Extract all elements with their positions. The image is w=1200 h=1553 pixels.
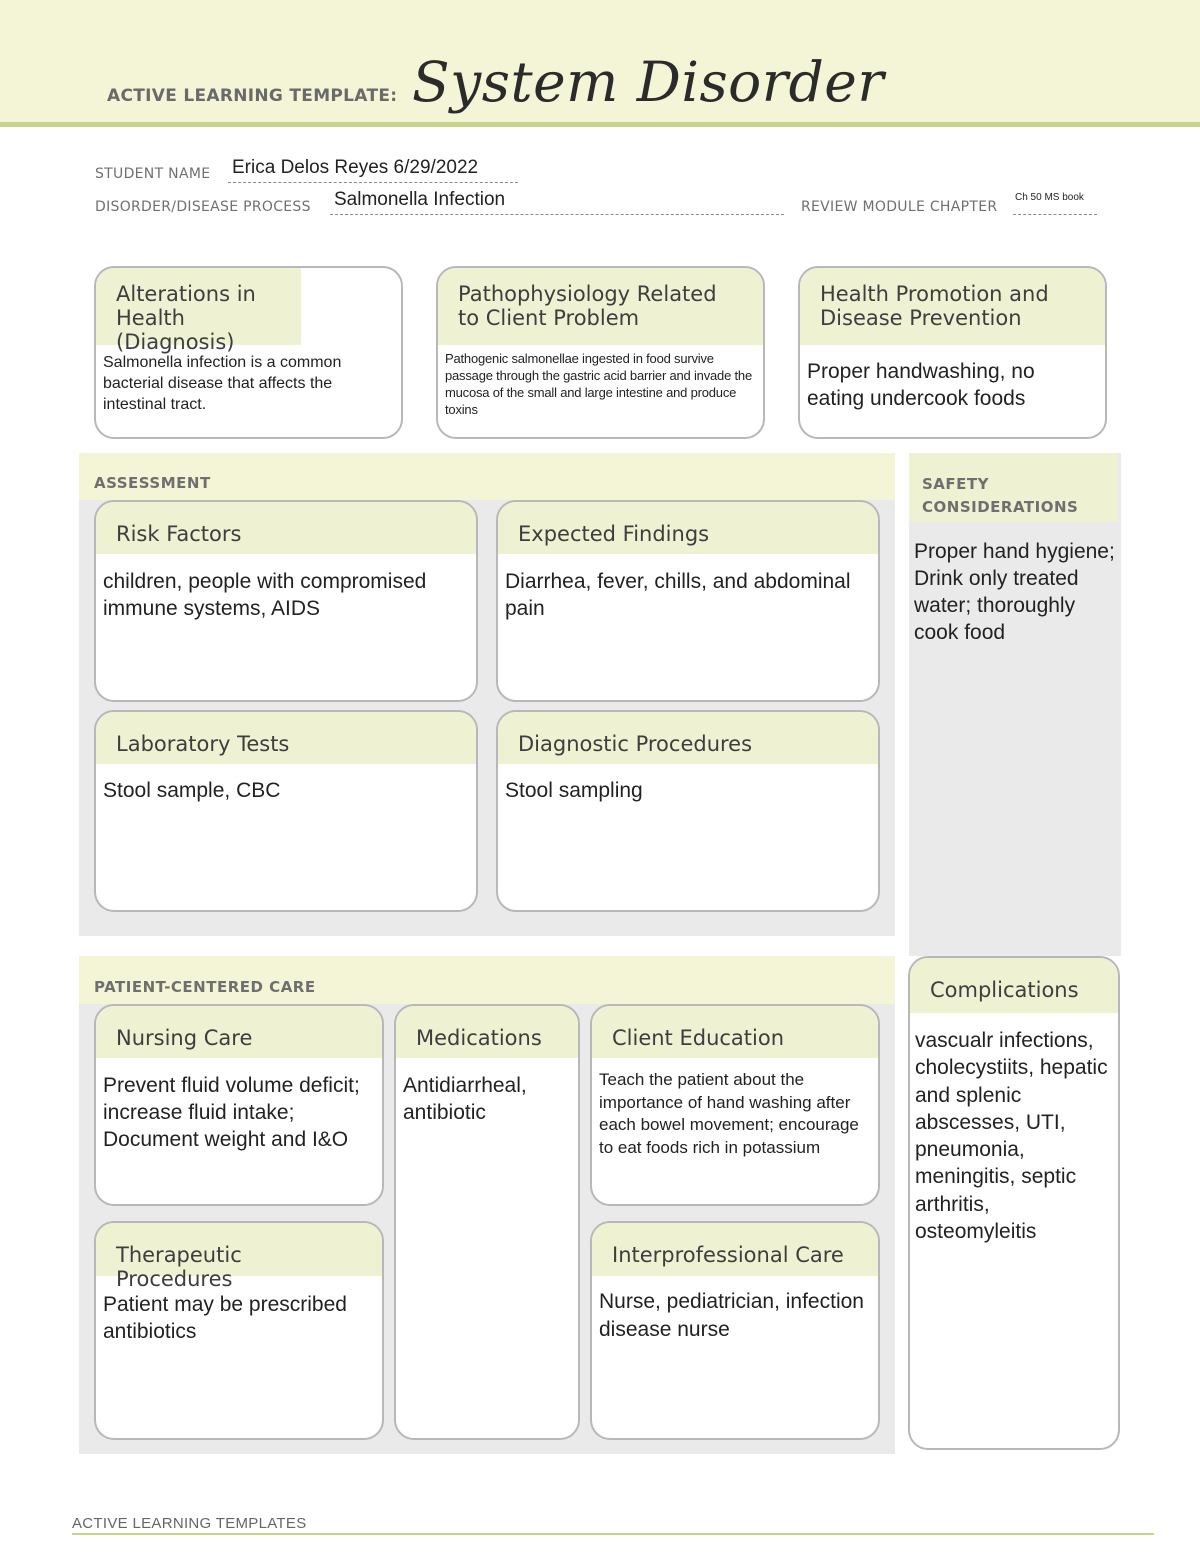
nursing-care-box <box>94 1004 384 1206</box>
header-rule <box>0 122 1200 127</box>
interprofessional-care-box <box>590 1221 880 1440</box>
review-module-line <box>1013 212 1097 215</box>
complications-body[interactable]: vascualr infections, cholecystiits, hepatic and splenic abscesses, UTI, pneumonia, meningitis, septic arthritis, osteomyleitis <box>915 1029 1108 1244</box>
risk-factors-body[interactable]: children, people with compromised immune systems, AIDS <box>103 570 427 620</box>
safety-panel <box>909 453 1121 956</box>
template-label: ACTIVE LEARNING TEMPLATE: <box>107 86 398 106</box>
alterations-title: Alterations in Health (Diagnosis) <box>96 268 301 345</box>
medications-title: Medications <box>396 1006 578 1058</box>
nursing-care-title: Nursing Care <box>96 1006 382 1058</box>
nursing-care-body[interactable]: Prevent fluid volume deficit; increase fluid intake; Document weight and I&O <box>103 1074 360 1151</box>
health-promotion-box <box>798 266 1107 439</box>
medications-body[interactable]: Antidiarrheal, antibiotic <box>403 1074 527 1124</box>
student-name-field[interactable]: Erica Delos Reyes 6/29/2022 <box>232 157 479 178</box>
risk-factors-box <box>94 500 478 702</box>
disorder-line <box>330 212 784 215</box>
pathophysiology-title: Pathophysiology Related to Client Problem <box>438 268 763 345</box>
risk-factors-title: Risk Factors <box>96 502 476 554</box>
footer-label: ACTIVE LEARNING TEMPLATES <box>72 1515 307 1532</box>
safety-label: SAFETY CONSIDERATIONS <box>922 475 1079 516</box>
therapeutic-procedures-box <box>94 1221 384 1440</box>
interprofessional-care-body[interactable]: Nurse, pediatrician, infection disease nurse <box>599 1290 864 1341</box>
pathophysiology-body[interactable]: Pathogenic salmonellae ingested in food survive passage through the gastric acid barrier and invade the mucosa of the small and large intestine and produce toxins <box>445 351 752 417</box>
disorder-label: DISORDER/DISEASE PROCESS <box>95 199 311 215</box>
disorder-field[interactable]: Salmonella Infection <box>334 189 506 210</box>
complications-title: Complications <box>910 958 1118 1013</box>
medications-box <box>394 1004 580 1440</box>
diagnostic-procedures-box <box>496 710 880 912</box>
review-module-label: REVIEW MODULE CHAPTER <box>801 199 998 215</box>
therapeutic-procedures-body[interactable]: Patient may be prescribed antibiotics <box>103 1293 347 1343</box>
footer-rule <box>72 1533 1154 1535</box>
laboratory-tests-box <box>94 710 478 912</box>
patient-care-label: PATIENT-CENTERED CARE <box>94 978 316 996</box>
diagnostic-procedures-title: Diagnostic Procedures <box>498 712 878 764</box>
pathophysiology-box <box>436 266 765 439</box>
laboratory-tests-body[interactable]: Stool sample, CBC <box>103 779 281 802</box>
assessment-label: ASSESSMENT <box>94 474 211 492</box>
expected-findings-box <box>496 500 880 702</box>
alterations-body[interactable]: Salmonella infection is a common bacterial disease that affects the intestinal tract. <box>103 354 342 413</box>
template-title: System Disorder <box>412 50 885 114</box>
student-name-label: STUDENT NAME <box>95 166 211 182</box>
therapeutic-procedures-title: Therapeutic Procedures <box>96 1223 382 1276</box>
client-education-body[interactable]: Teach the patient about the importance of hand washing after each bowel movement; encourage to eat foods rich in potassium <box>599 1070 859 1157</box>
diagnostic-procedures-body[interactable]: Stool sampling <box>505 779 643 802</box>
review-module-field[interactable]: Ch 50 MS book <box>1015 192 1084 203</box>
safety-body[interactable]: Proper hand hygiene; Drink only treated water; thoroughly cook food <box>914 540 1115 644</box>
complications-box <box>908 956 1120 1450</box>
expected-findings-title: Expected Findings <box>498 502 878 554</box>
client-education-box <box>590 1004 880 1206</box>
health-promotion-body[interactable]: Proper handwashing, no eating undercook foods <box>807 360 1035 410</box>
health-promotion-title: Health Promotion and Disease Prevention <box>800 268 1105 345</box>
alterations-box <box>94 266 403 439</box>
laboratory-tests-title: Laboratory Tests <box>96 712 476 764</box>
client-education-title: Client Education <box>592 1006 878 1058</box>
interprofessional-care-title: Interprofessional Care <box>592 1223 878 1276</box>
student-name-line <box>228 180 518 183</box>
expected-findings-body[interactable]: Diarrhea, fever, chills, and abdominal pain <box>505 570 851 620</box>
